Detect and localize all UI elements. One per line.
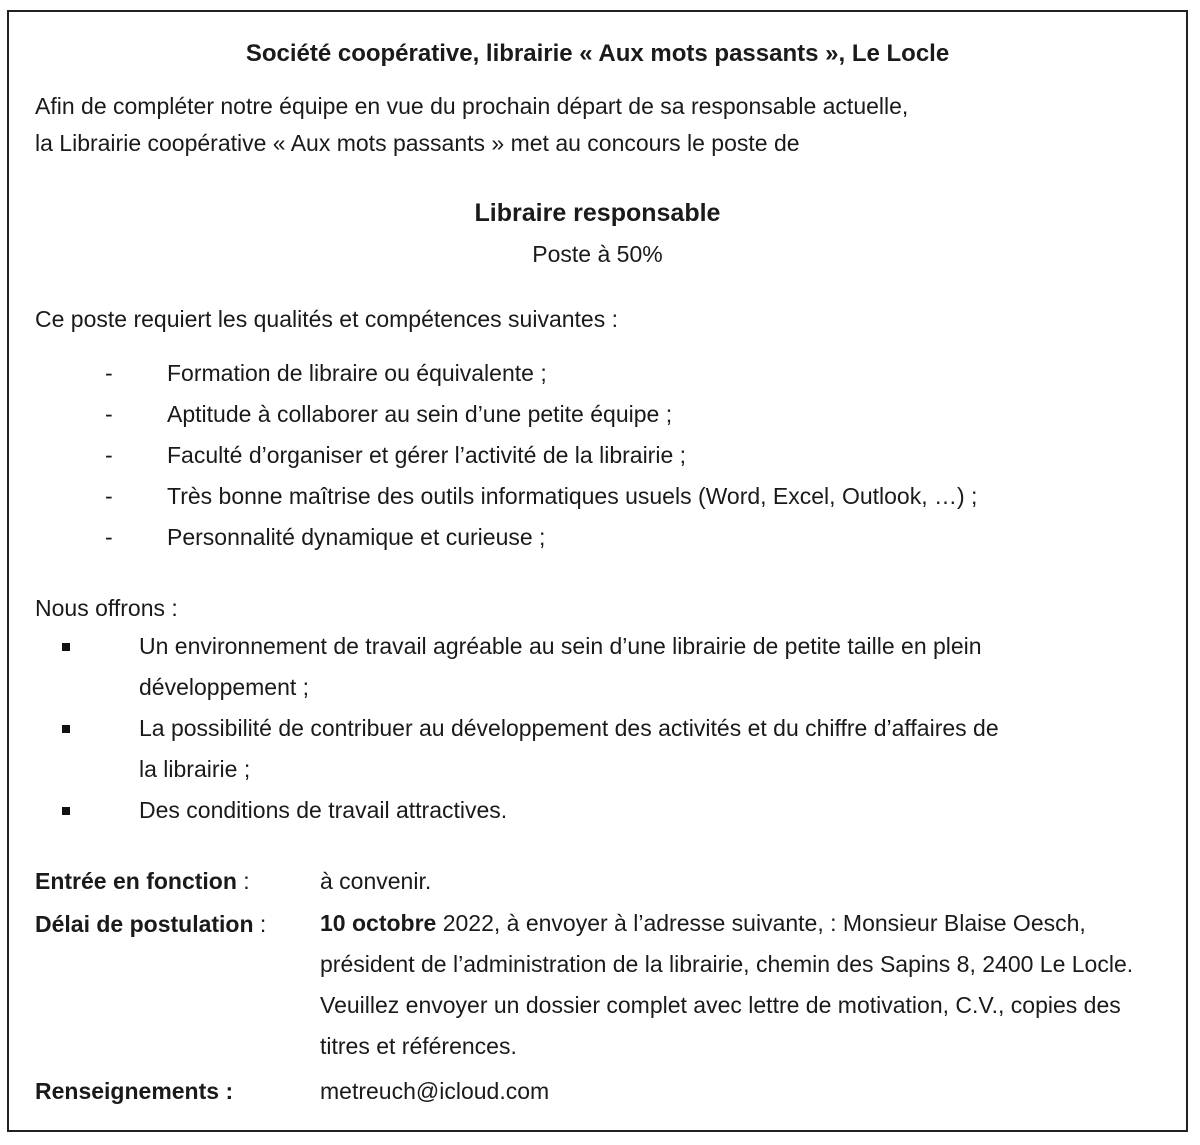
square-bullet-icon (62, 807, 70, 815)
list-item: Formation de libraire ou équivalente ; (167, 360, 547, 386)
deadline-value (320, 903, 1160, 1067)
square-bullet-icon (62, 643, 70, 651)
dash-bullet: - (105, 442, 113, 468)
intro-line-1: Afin de compléter notre équipe en vue du prochain départ de sa responsable actuelle, (35, 93, 909, 119)
start-value: à convenir. (320, 868, 432, 894)
list-item: Très bonne maîtrise des outils informatiques usuels (Word, Excel, Outlook, …) ; (167, 483, 978, 509)
start-row-label (35, 867, 250, 895)
list-item: Personnalité dynamique et curieuse ; (167, 524, 546, 550)
position-title: Libraire responsable (474, 199, 721, 227)
list-item: Faculté d’organiser et gérer l’activité de la librairie ; (167, 442, 687, 468)
list-item: La possibilité de contribuer au développement des activités et du chiffre d’affaires de (139, 715, 999, 741)
deadline-separator: : (253, 911, 267, 937)
job-posting-frame (7, 10, 1188, 1132)
list-item: Des conditions de travail attractives. (139, 797, 508, 823)
requirements-heading: Ce poste requiert les qualités et compétences suivantes : (35, 306, 618, 332)
dash-bullet: - (105, 524, 113, 550)
info-email-link[interactable]: metreuch@icloud.com (320, 1078, 550, 1104)
deadline-date: 10 octobre (320, 910, 437, 936)
position-rate: Poste à 50% (532, 241, 663, 267)
posting-title: Société coopérative, librairie « Aux mots passants », Le Locle (245, 40, 950, 67)
list-item-continuation: développement ; (139, 674, 310, 700)
list-item: Un environnement de travail agréable au sein d’une librairie de petite taille en plein (139, 633, 982, 659)
info-label: Renseignements : (35, 1078, 234, 1104)
deadline-instructions: 2022, à envoyer à l’adresse suivante, : Monsieur Blaise Oesch, président de l’administration de la librairie, chemin des Sapins 8, 2400 Le Locle. Veuillez envoyer un dossier complet avec lettre de motivation, C.V., copies des titres et références. (320, 910, 1134, 1059)
list-item-continuation: la librairie ; (139, 756, 251, 782)
square-bullet-icon (62, 725, 70, 733)
intro-line-2: la Librairie coopérative « Aux mots passants » met au concours le poste de (35, 130, 800, 156)
offers-heading: Nous offrons : (35, 595, 178, 621)
start-separator: : (236, 868, 250, 894)
dash-bullet: - (105, 401, 113, 427)
dash-bullet: - (105, 483, 113, 509)
deadline-label: Délai de postulation (35, 911, 254, 937)
start-label: Entrée en fonction (35, 868, 237, 894)
list-item: Aptitude à collaborer au sein d’une petite équipe ; (167, 401, 673, 427)
deadline-row-label (35, 910, 266, 938)
dash-bullet: - (105, 360, 113, 386)
